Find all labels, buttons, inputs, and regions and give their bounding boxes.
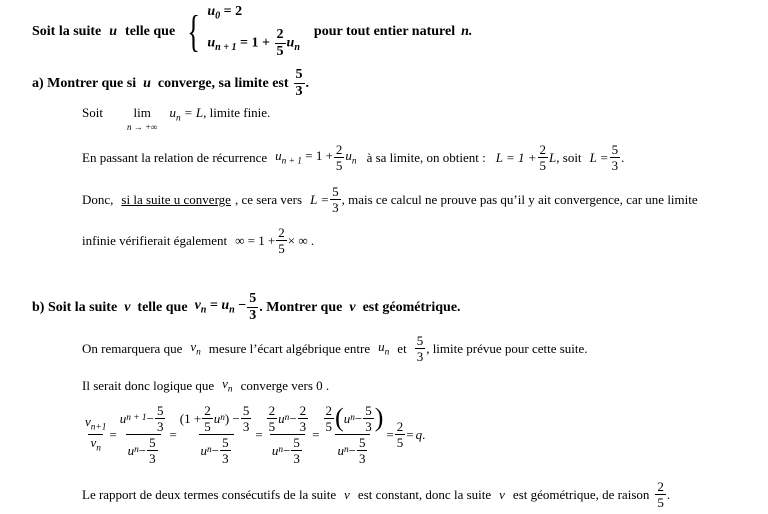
ratio-equation [82,404,425,465]
math-text: = [109,427,117,442]
math-text: , limite prévue pour cette suite. [426,341,588,356]
math-text: × ∞ . [287,233,315,248]
denominator [88,434,102,454]
math-text: si la suite u converge [121,192,231,207]
math-text: 5 [611,142,619,157]
denominator [126,434,161,465]
fraction [294,68,305,99]
fraction [267,404,278,433]
math-text: u [378,338,385,354]
math-text: u [271,443,279,458]
math-text: 3 [611,158,619,173]
fraction [324,404,335,433]
math-text: , ce sera vers [234,192,303,207]
math-text: u [343,411,351,426]
math-text: infinie vérifierait également [82,233,228,248]
fraction [247,292,258,323]
math-text: = [255,427,263,442]
fraction [276,226,287,255]
math-text: à sa limite, on obtient : [366,150,486,165]
math-text: 5 [416,333,424,348]
fraction [655,480,666,509]
math-text: v [124,299,131,315]
numerator [118,404,169,434]
math-text: 3 [242,419,250,434]
math-text: − [234,298,247,314]
math-text: − [348,443,356,458]
fraction [363,404,374,433]
math-text: telle que [137,299,188,315]
math-text: − [211,443,220,458]
math-text: 3 [358,451,366,466]
math-text: u [207,4,216,19]
denominator [199,434,234,465]
math-text: 5 [156,403,164,418]
math-text: v [190,338,197,354]
math-text: Donc, [82,192,114,207]
part-a-line-3 [82,185,698,214]
math-text: = [312,427,320,442]
math-text: 2 [396,419,404,434]
math-text: En passant la relation de récurrence [82,150,268,165]
math-text: u [200,443,208,458]
math-text: ) [374,403,384,433]
math-text: 5 [358,435,366,450]
ratio-value-fraction [395,420,406,449]
math-text: 3 [222,451,229,466]
math-text: n [220,412,225,423]
math-text: 5 [249,291,257,306]
math-text: v [85,414,91,430]
fraction [357,436,368,465]
fraction [610,143,621,172]
math-text: n [227,384,233,395]
math-text: (1 + [179,411,202,426]
fraction [334,143,345,172]
math-text: . [422,427,426,442]
tail-text: pour tout entier naturel [313,23,456,39]
step-1-fraction [118,404,169,465]
math-text: L [549,150,557,165]
part-b-line-1 [82,334,588,363]
numerator [321,404,386,434]
math-text: , mais ce calcul ne prouve pas qu’il y ait convergence, car une limite [341,192,698,207]
math-text: b) Soit la suite [32,299,118,315]
math-text: u [119,411,127,426]
math-text: n [284,412,290,423]
math-text: − [146,411,154,426]
math-text: a) Montrer que si [32,75,137,91]
step-2-fraction [178,404,255,465]
math-text: u [143,75,151,91]
math-text: 5 [335,158,343,173]
math-text: = L [180,105,204,120]
math-text: 5 [539,158,547,173]
math-text: n [134,444,139,455]
math-text: 0 [215,10,221,22]
left-brace: { [187,7,201,56]
math-text: 3 [416,349,424,364]
fraction [291,436,302,465]
fraction [202,404,213,433]
math-part [207,5,300,59]
part-b-title [32,292,461,323]
math-text: 3 [365,419,372,434]
denominator [270,434,305,465]
math-text: u [127,443,135,458]
part-a-title [32,68,309,99]
math-text: u [278,411,285,426]
math-text: 2 [268,403,276,418]
tail-n: n. [461,23,473,39]
math-text: n [350,412,355,423]
fraction [275,28,286,59]
math-text: 2 [278,225,285,240]
part-a-line-1 [82,106,270,132]
math-text: 5 [222,435,229,450]
math-text: u [345,147,352,163]
math-text: 2 [299,403,307,418]
math-text: n [278,444,284,455]
math-text: v [90,435,97,450]
numerator [264,404,312,434]
math-text: 5 [276,43,284,59]
math-text: n + 1 [126,412,147,423]
math-text: n [351,155,357,166]
math-text: n [294,41,300,53]
math-text: 2 [657,479,664,494]
math-text: 2 [335,142,343,157]
math-text: 5 [657,495,664,510]
step-4-fraction [321,404,386,465]
math-text: − [354,411,363,426]
math-text: et [397,341,407,356]
limit-operator [127,106,158,132]
math-text: − [283,443,291,458]
math-text: 2 [539,142,547,157]
math-text: = [169,427,177,442]
math-text: 5 [268,419,276,434]
math-text: 5 [332,184,339,199]
math-text: 5 [278,241,285,256]
math-text: . [305,75,310,91]
math-text: 5 [242,403,250,418]
fraction [220,436,231,465]
math-text: n+1 [90,422,107,433]
math-text: . [666,487,671,502]
math-text: 5 [396,435,404,450]
math-text: On remarquera que [82,341,183,356]
math-text: 3 [299,419,307,434]
numerator [178,404,255,434]
math-text: − [289,411,297,426]
math-text: = [406,427,414,442]
math-text: Soit [82,105,103,120]
math-text: n [384,346,390,357]
math-text: lim [133,105,151,120]
fraction [415,334,426,363]
part-a-line-4 [82,226,314,255]
math-text: n [96,443,101,454]
math-text: u [286,35,295,51]
math-text: est géométrique. [362,299,461,315]
math-text: v [349,299,356,315]
math-text: 3 [293,451,300,466]
ratio-fraction [83,415,108,453]
fraction [330,185,341,214]
fraction [298,404,309,433]
part-b-line-3 [82,480,670,509]
math-text: converge, sa limite est [157,75,289,91]
math-text: . Montrer que [259,299,343,315]
math-text: n → +∞ [126,122,158,132]
math-text: , limite finie. [203,105,271,120]
math-text: . [621,150,625,165]
fraction [241,404,252,433]
fraction [155,404,166,433]
math-text: v [222,376,228,391]
telle-que-text: telle que [125,23,176,39]
math-text: = u [206,298,230,314]
math-text: converge vers 0 . [240,378,330,394]
math-text: 5 [365,403,372,418]
math-text: u [207,35,216,51]
math-text: L = [589,150,609,165]
recurrence-system [183,5,300,59]
ratio-q: q [415,427,423,442]
math-text: 3 [149,451,156,466]
math-text: u [337,443,344,458]
math-text: 3 [332,200,339,215]
math-text: ( [335,403,344,433]
math-text: n [207,444,212,455]
numerator [83,415,108,434]
initial-term [207,5,300,22]
math-text: est constant, donc la suite [357,487,492,502]
math-text: n [175,113,181,124]
math-text: 3 [295,84,303,99]
math-text: est géométrique, de raison [512,487,650,502]
math-text: 3 [156,419,164,434]
math-text: u [213,411,221,426]
math-text: 2 [276,26,284,42]
math-text: 2 [325,403,333,418]
math-text: L = [310,192,330,207]
math-text: Le rapport de deux termes consécutifs de la suite [82,487,337,502]
math-text: ∞ = 1 + [235,233,276,248]
math-text: n [229,304,235,316]
fraction [147,436,158,465]
math-text: n + 1 [215,41,237,53]
math-text: v [194,298,201,314]
step-3-fraction [264,404,312,465]
math-text: − [138,443,147,458]
math-text: v [499,487,505,502]
math-text: n + 1 [281,155,302,166]
math-text: mesure l’écart algébrique entre [208,341,371,356]
math-text: n [343,444,349,455]
part-b-line-2 [82,377,329,395]
math-text: 5 [325,419,333,434]
math-text: v [344,487,350,502]
math-text: 5 [149,435,156,450]
math-text: , soit [556,150,582,165]
math-text: 5 [293,435,300,450]
math-text: = [386,427,394,442]
math-text: Il serait donc logique que [82,378,215,394]
sequence-u: u [109,23,118,39]
math-text: 5 [295,67,303,82]
denominator [335,434,370,465]
math-text: 2 [204,403,211,418]
problem-statement [32,5,472,59]
part-a-line-2 [82,143,624,172]
math-text: L = 1 + [495,150,537,165]
math-text: = 2 [220,4,243,19]
intro-text: Soit la suite [32,23,102,39]
math-text: n [200,304,207,316]
math-text: 3 [249,308,257,323]
math-text: 5 [204,419,211,434]
math-text: u [275,147,282,163]
fraction [538,143,549,172]
math-text: u [169,105,176,120]
recurrence-relation [207,28,300,59]
math-text: n [196,346,201,357]
math-text: = 1 + [236,35,274,51]
math-text: ) − [224,411,240,426]
math-text: = 1 + [301,147,333,163]
